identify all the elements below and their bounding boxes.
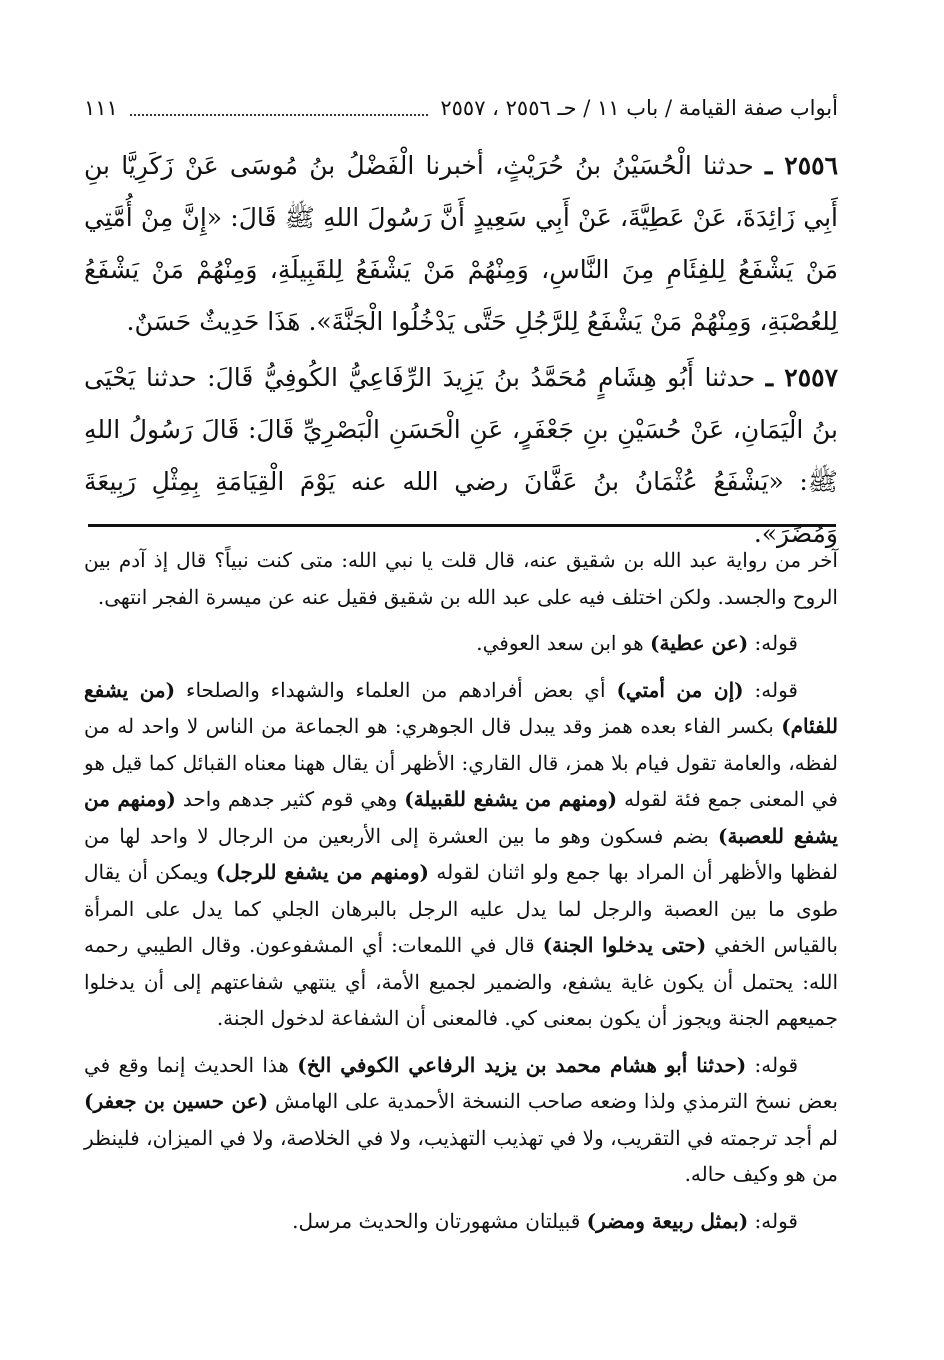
commentary-text: بضم فسكون وهو ما بين العشرة إلى الأربعين من الرجال لا واحد لها من لفظها والأظهر أن المراد بها جمع ولو اثنان لقوله [84, 823, 838, 884]
quoted-phrase: (إن من أمتي) [616, 677, 744, 702]
commentary-text: هو ابن سعد العوفي. [476, 631, 651, 655]
quoted-phrase: (حدثنا أبو هشام محمد بن يزيد الرفاعي الكوفي الخ) [297, 1052, 747, 1077]
quoted-phrase: (ومنهم من يشفع للقبيلة) [404, 787, 618, 811]
commentary-text: قبيلتان مشهورتان والحديث مرسل. [292, 1208, 587, 1233]
commentary-paragraph [84, 1203, 838, 1240]
running-title: أبواب صفة القيامة / باب ١١ / حـ ٢٥٥٦ ، ٢٥٥٧ [440, 96, 838, 120]
quoted-phrase: (ومنهم من يشفع للرجل) [215, 860, 429, 884]
commentary-section [84, 542, 838, 1249]
quoted-phrase: (حتى يدخلوا الجنة) [542, 933, 707, 957]
commentary-text: وهي قوم كثير جدهم واحد [175, 787, 405, 811]
footnote-separator [88, 524, 836, 527]
commentary-paragraph [84, 625, 838, 662]
page-number: ١١١ [84, 96, 118, 120]
quoted-phrase: (عن عطية) [650, 631, 749, 655]
hadith-number: ٢٥٥٧ ـ [765, 363, 838, 392]
commentary-text: ويمكن أن يقال طوى ما بين العصبة والرجل لما يدل عليه الرجل بالبرهان الجلي كما يدل على المرأة بالقياس الخفي [84, 860, 838, 957]
commentary-text: قوله: [746, 1052, 798, 1077]
hadith-text: حدثنا أَبُو هِشَامٍ مُحَمَّدُ بنُ يَزِيدَ الرِّفَاعِيُّ الكُوفِيُّ قَالَ: حدثنا يَحْيَى بنُ الْيَمَانِ، عَنْ حُسَيْنِ بنِ جَعْفَرٍ، عَنِ الْحَسَنِ الْبَصْرِيِّ قَالَ: قَالَ رَسُولُ اللهِ ﷺ: «يَشْفَعُ عُثْمَانُ بنُ عَفَّانَ رضي الله عنه يَوْمَ الْقِيَامَةِ بِمِثْلِ رَبِيعَةَ وَمُضَرَ». [84, 363, 838, 548]
commentary-text: قوله: [748, 631, 798, 655]
commentary-text: بكسر الفاء بعده همز وقد يبدل قال الجوهري: هو الجماعة من الناس لا واحد له من لفظه، والعامة تقول فيام بلا همز، قال القاري: الأظهر أن يقال ههنا معناه القبائل كما قيل هو في المعنى جمع فئة لقوله [84, 714, 838, 811]
commentary-text: قوله: [743, 677, 798, 702]
quoted-phrase: (ومنهم من يشفع للعصبة) [84, 787, 838, 848]
commentary-text: آخر من رواية عبد الله بن شقيق عنه، قال قلت يا نبي الله: متى كنت نبياً؟ قال إذ آدم بين الروح والجسد. ولكن اختلف فيه على عبد الله بن شقيق فقيل عنه عن ميسرة الفجر انتهى. [84, 548, 838, 609]
commentary-paragraph [84, 542, 838, 615]
hadith-2557 [84, 352, 838, 560]
commentary-text: لم أجد ترجمته في التقريب، ولا في تهذيب التهذيب، ولا في الخلاصة، ولا في الميزان، فلينظر من هو وكيف حاله. [84, 1125, 838, 1186]
commentary-text: أي بعض أفرادهم من العلماء والشهداء والصلحاء [175, 677, 617, 702]
commentary-text: قوله: [748, 1208, 798, 1233]
hadith-2556 [84, 140, 838, 348]
dotted-leader [130, 100, 429, 116]
commentary-paragraph [84, 1047, 838, 1193]
commentary-text: هذا الحديث إنما وقع في بعض نسخ الترمذي ولذا وضعه صاحب النسخة الأحمدية على الهامش [84, 1052, 838, 1113]
hadith-text: حدثنا الْحُسَيْنُ بنُ حُرَيْثٍ، أخبرنا الْفَضْلُ بنُ مُوسَى عَنْ زَكَرِيَّا بنِ أَبِي زَائِدَةَ، عَنْ عَطِيَّةَ، عَنْ أَبِي سَعِيدٍ أَنَّ رَسُولَ اللهِ ﷺ قَالَ: «إِنَّ مِنْ أُمَّتِي مَنْ يَشْفَعُ لِلفِئَامِ مِنَ النَّاسِ، وَمِنْهُمْ مَنْ يَشْفَعُ لِلقَبِيلَةِ، وَمِنْهُمْ مَنْ يَشْفَعُ لِلعُصْبَةِ، وَمِنْهُمْ مَنْ يَشْفَعُ لِلرَّجُلِ حَتَّى يَدْخُلُوا الْجَنَّةَ». هَذَا حَدِيثٌ حَسَنٌ. [84, 151, 838, 336]
commentary-paragraph [84, 672, 838, 1037]
hadith-number: ٢٥٥٦ ـ [764, 151, 838, 180]
quoted-phrase: (من يشفع للفئام) [84, 677, 838, 738]
quoted-phrase: (بمثل ربيعة ومضر) [586, 1208, 749, 1233]
commentary-text: قال في اللمعات: أي المشفوعون. وقال الطيبي رحمه الله: يحتمل أن يكون غاية يشفع، والضمير لجميع الأمة، أي ينتهي شفاعتهم إلى أن يدخلوا جميعهم الجنة ويجوز أن يكون بمعنى كي. فالمعنى أن الشفاعة لدخول الجنة. [84, 933, 838, 1030]
quoted-phrase: (عن حسين بن جعفر) [84, 1089, 269, 1113]
running-header [84, 88, 838, 128]
